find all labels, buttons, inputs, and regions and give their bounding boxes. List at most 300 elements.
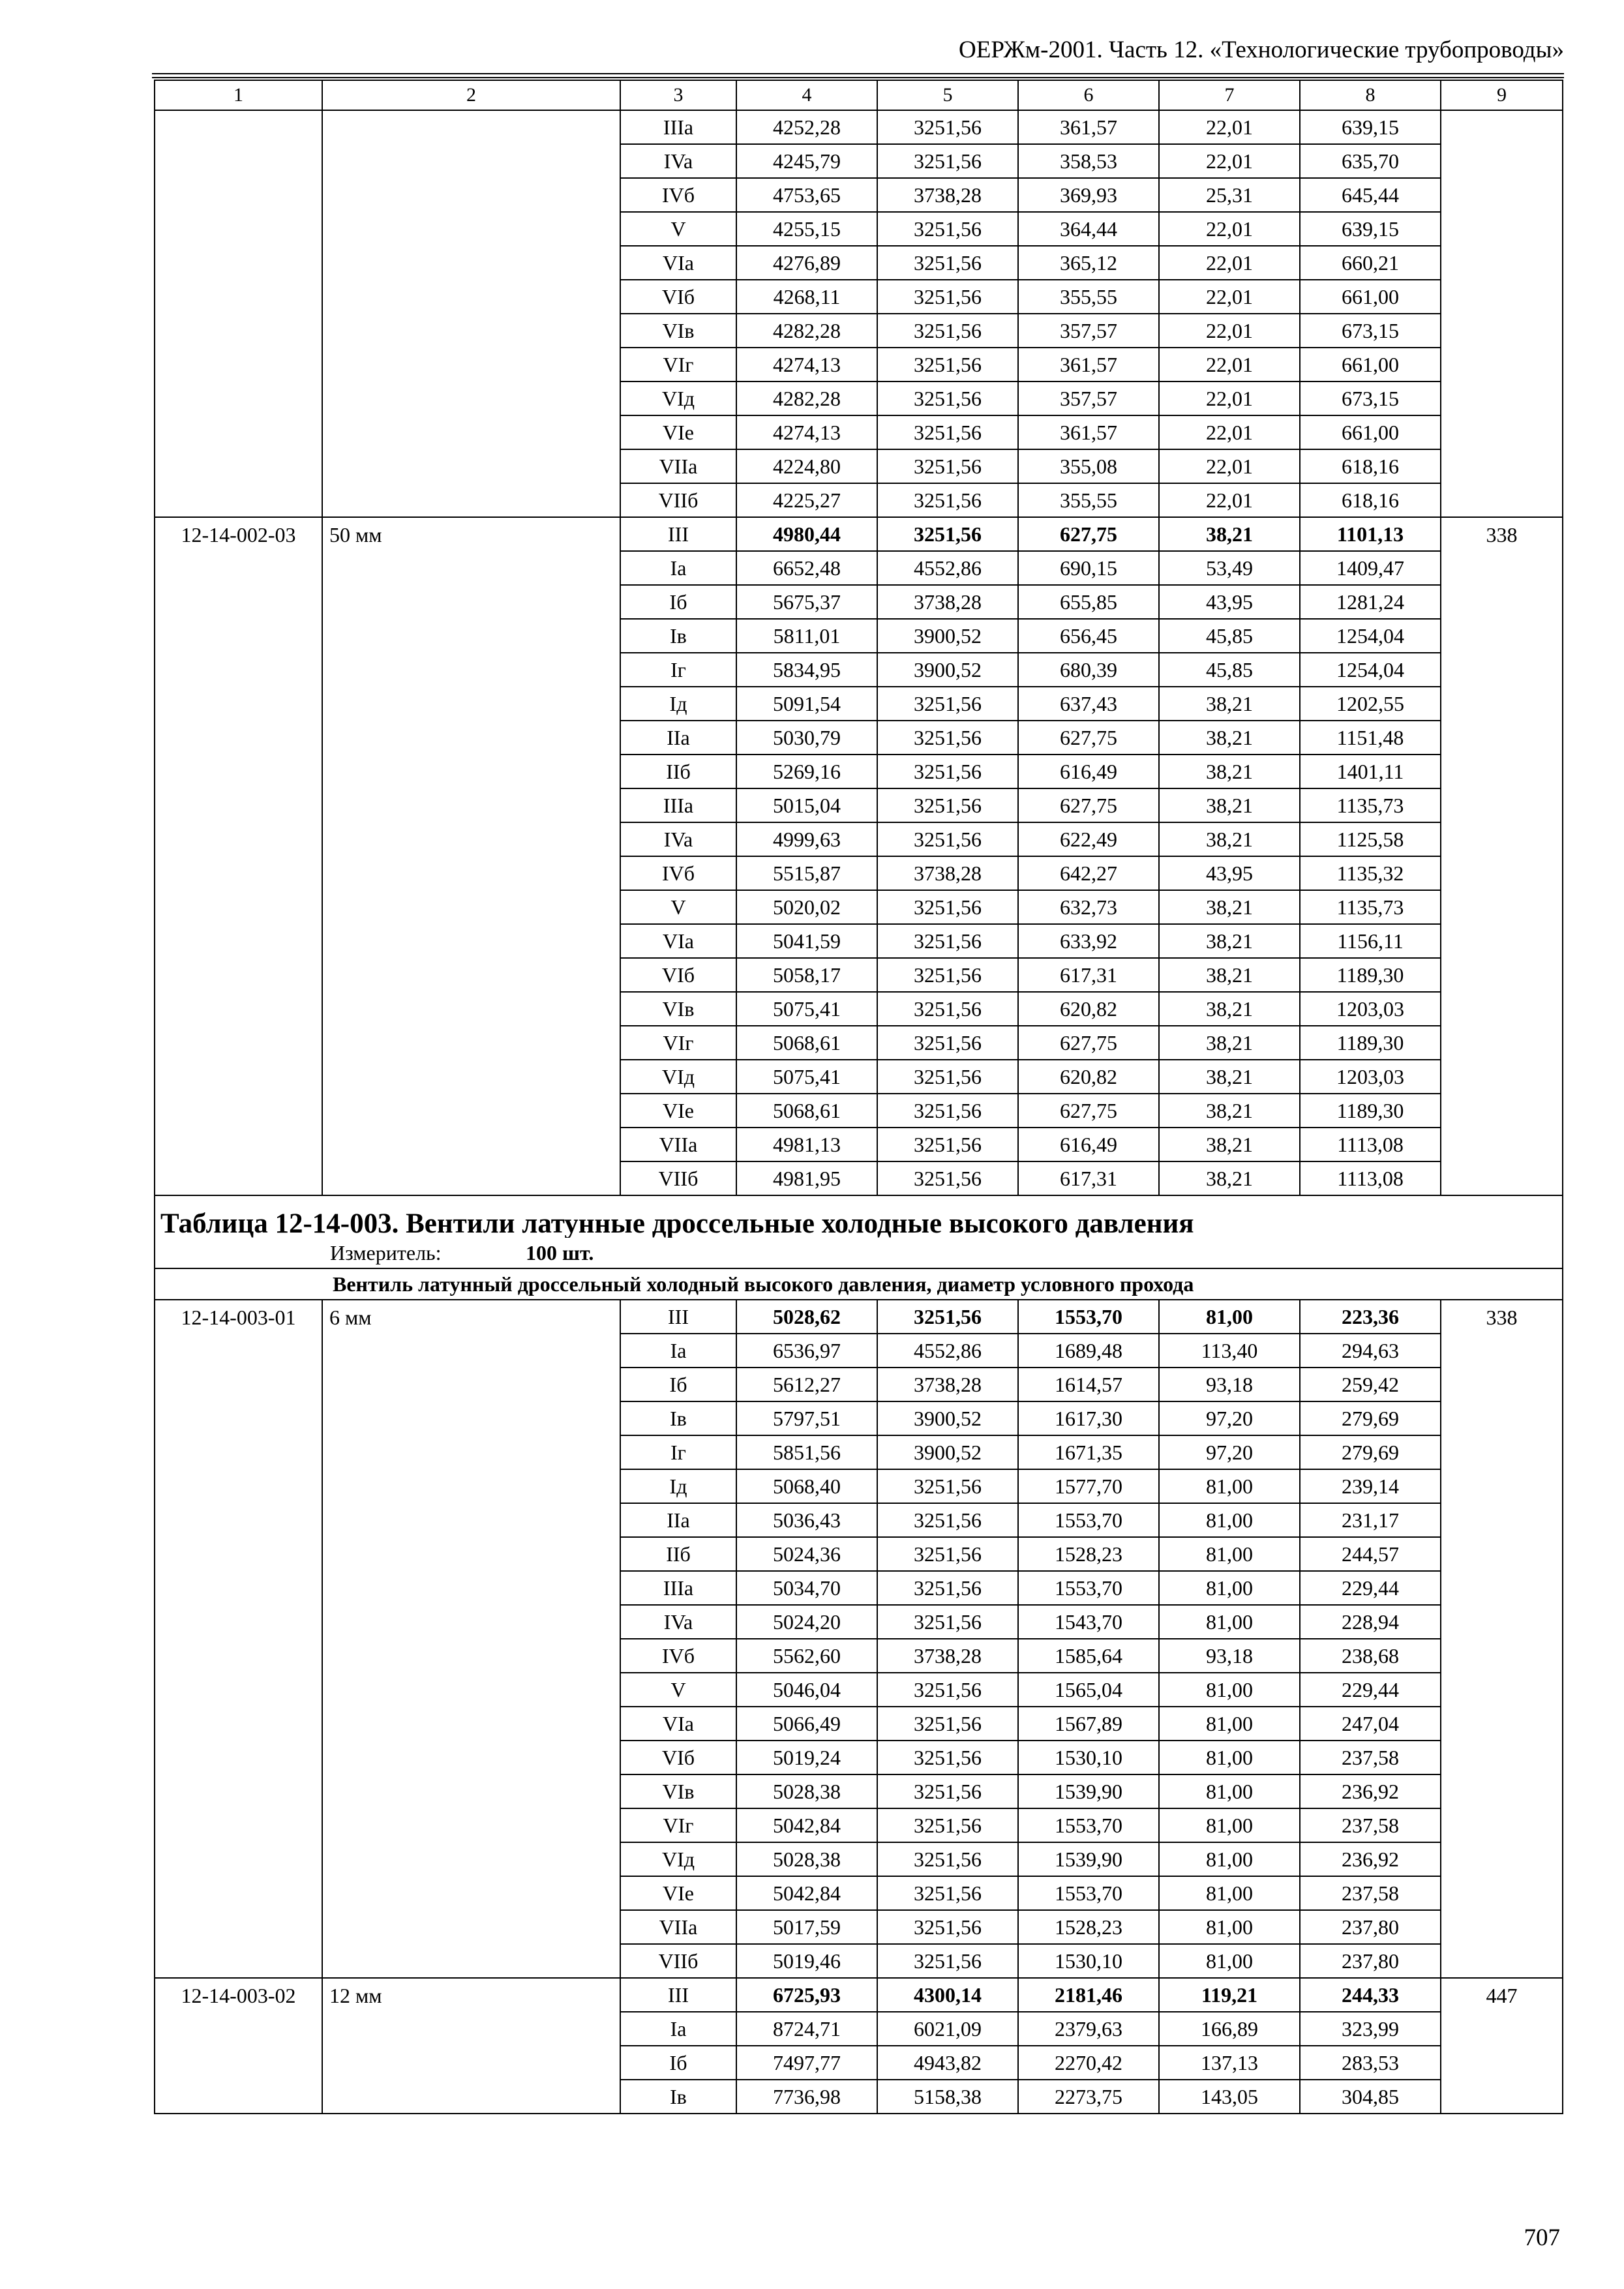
value-cell: 4943,82 <box>877 2046 1018 2080</box>
value-cell: 3251,56 <box>877 1944 1018 1978</box>
rate-code: 12-14-002-03 <box>155 517 322 1195</box>
column-number: 5 <box>877 80 1018 110</box>
value-cell: 223,36 <box>1300 1300 1441 1334</box>
value-cell: 236,92 <box>1300 1774 1441 1808</box>
value-cell: 1203,03 <box>1300 1060 1441 1094</box>
value-cell: 5675,37 <box>736 585 877 619</box>
value-cell: 3251,56 <box>877 1094 1018 1128</box>
value-cell: 22,01 <box>1159 483 1300 517</box>
value-cell: 81,00 <box>1159 1910 1300 1944</box>
col9-value: 338 <box>1441 1300 1563 1978</box>
value-cell: 237,58 <box>1300 1741 1441 1774</box>
value-cell: 4981,13 <box>736 1128 877 1161</box>
column-number: 4 <box>736 80 877 110</box>
value-cell: 1565,04 <box>1018 1673 1159 1707</box>
value-cell: 6652,48 <box>736 551 877 585</box>
value-cell: 5075,41 <box>736 1060 877 1094</box>
value-cell: 228,94 <box>1300 1605 1441 1639</box>
value-cell: 5036,43 <box>736 1503 877 1537</box>
value-cell: 1530,10 <box>1018 1944 1159 1978</box>
value-cell: 38,21 <box>1159 1161 1300 1195</box>
zone-cell: IIIa <box>620 1571 736 1605</box>
value-cell: 5834,95 <box>736 653 877 687</box>
value-cell: 365,12 <box>1018 246 1159 280</box>
value-cell: 3251,56 <box>877 314 1018 348</box>
value-cell: 3251,56 <box>877 1128 1018 1161</box>
value-cell: 4225,27 <box>736 483 877 517</box>
value-cell: 81,00 <box>1159 1537 1300 1571</box>
value-cell: 81,00 <box>1159 1300 1300 1334</box>
zone-cell: VIг <box>620 348 736 382</box>
value-cell: 81,00 <box>1159 1876 1300 1910</box>
value-cell: 1254,04 <box>1300 653 1441 687</box>
nominal-diameter: 50 мм <box>322 517 620 1195</box>
value-cell: 3251,56 <box>877 1026 1018 1060</box>
value-cell: 5851,56 <box>736 1435 877 1469</box>
value-cell: 616,49 <box>1018 755 1159 788</box>
column-number: 7 <box>1159 80 1300 110</box>
value-cell: 4274,13 <box>736 348 877 382</box>
value-cell: 3251,56 <box>877 348 1018 382</box>
value-cell: 5075,41 <box>736 992 877 1026</box>
zone-cell: VIIб <box>620 1944 736 1978</box>
value-cell: 5612,27 <box>736 1368 877 1401</box>
value-cell: 143,05 <box>1159 2080 1300 2114</box>
value-cell: 1553,70 <box>1018 1571 1159 1605</box>
value-cell: 1528,23 <box>1018 1537 1159 1571</box>
value-cell: 22,01 <box>1159 144 1300 178</box>
value-cell: 6725,93 <box>736 1978 877 2012</box>
value-cell: 3251,56 <box>877 382 1018 415</box>
value-cell: 5562,60 <box>736 1639 877 1673</box>
column-number: 8 <box>1300 80 1441 110</box>
value-cell: 3251,56 <box>877 755 1018 788</box>
value-cell: 1113,08 <box>1300 1161 1441 1195</box>
value-cell: 4981,95 <box>736 1161 877 1195</box>
value-cell: 635,70 <box>1300 144 1441 178</box>
value-cell: 45,85 <box>1159 619 1300 653</box>
value-cell: 5028,38 <box>736 1774 877 1808</box>
value-cell: 247,04 <box>1300 1707 1441 1741</box>
rate-code <box>155 110 322 517</box>
value-cell: 3738,28 <box>877 585 1018 619</box>
zone-cell: IVa <box>620 822 736 856</box>
value-cell: 7497,77 <box>736 2046 877 2080</box>
zone-cell: VIa <box>620 246 736 280</box>
zone-cell: VIe <box>620 415 736 449</box>
value-cell: 294,63 <box>1300 1334 1441 1368</box>
value-cell: 5019,46 <box>736 1944 877 1978</box>
value-cell: 4999,63 <box>736 822 877 856</box>
value-cell: 5030,79 <box>736 721 877 755</box>
value-cell: 361,57 <box>1018 348 1159 382</box>
value-cell: 1156,11 <box>1300 924 1441 958</box>
value-cell: 8724,71 <box>736 2012 877 2046</box>
value-cell: 3251,56 <box>877 1808 1018 1842</box>
value-cell: 1135,73 <box>1300 788 1441 822</box>
value-cell: 113,40 <box>1159 1334 1300 1368</box>
value-cell: 304,85 <box>1300 2080 1441 2114</box>
value-cell: 661,00 <box>1300 348 1441 382</box>
header-rule <box>152 77 1564 78</box>
column-number-row <box>155 80 1563 110</box>
value-cell: 1539,90 <box>1018 1842 1159 1876</box>
zone-cell: IIIa <box>620 110 736 144</box>
value-cell: 93,18 <box>1159 1639 1300 1673</box>
value-cell: 3251,56 <box>877 1842 1018 1876</box>
value-cell: 3900,52 <box>877 619 1018 653</box>
value-cell: 279,69 <box>1300 1435 1441 1469</box>
value-cell: 45,85 <box>1159 653 1300 687</box>
value-cell: 4980,44 <box>736 517 877 551</box>
value-cell: 1135,73 <box>1300 890 1441 924</box>
zone-cell: IVa <box>620 144 736 178</box>
value-cell: 5024,20 <box>736 1605 877 1639</box>
value-cell: 5797,51 <box>736 1401 877 1435</box>
value-cell: 620,82 <box>1018 992 1159 1026</box>
value-cell: 5024,36 <box>736 1537 877 1571</box>
value-cell: 369,93 <box>1018 178 1159 212</box>
zone-cell: VIe <box>620 1876 736 1910</box>
value-cell: 81,00 <box>1159 1571 1300 1605</box>
value-cell: 231,17 <box>1300 1503 1441 1537</box>
value-cell: 3251,56 <box>877 1503 1018 1537</box>
value-cell: 2270,42 <box>1018 2046 1159 2080</box>
value-cell: 3251,56 <box>877 110 1018 144</box>
value-cell: 1401,11 <box>1300 755 1441 788</box>
zone-cell: IIб <box>620 1537 736 1571</box>
value-cell: 627,75 <box>1018 517 1159 551</box>
value-cell: 38,21 <box>1159 721 1300 755</box>
value-cell: 3251,56 <box>877 788 1018 822</box>
section-title: Вентиль латунный дроссельный холодный высокого давления, диаметр условного прохода <box>155 1268 1563 1300</box>
value-cell: 81,00 <box>1159 1605 1300 1639</box>
value-cell: 1553,70 <box>1018 1300 1159 1334</box>
zone-cell: Iб <box>620 2046 736 2080</box>
value-cell: 4753,65 <box>736 178 877 212</box>
zone-cell: VIa <box>620 924 736 958</box>
value-cell: 627,75 <box>1018 788 1159 822</box>
value-cell: 3900,52 <box>877 1401 1018 1435</box>
value-cell: 3251,56 <box>877 924 1018 958</box>
value-cell: 1101,13 <box>1300 517 1441 551</box>
unit-cell <box>155 1238 1563 1268</box>
value-cell: 3251,56 <box>877 1910 1018 1944</box>
value-cell: 6536,97 <box>736 1334 877 1368</box>
value-cell: 1202,55 <box>1300 687 1441 721</box>
zone-cell: IIa <box>620 721 736 755</box>
value-cell: 361,57 <box>1018 110 1159 144</box>
value-cell: 622,49 <box>1018 822 1159 856</box>
value-cell: 5046,04 <box>736 1673 877 1707</box>
value-cell: 5041,59 <box>736 924 877 958</box>
value-cell: 22,01 <box>1159 382 1300 415</box>
table-row <box>155 1978 1563 2012</box>
value-cell: 690,15 <box>1018 551 1159 585</box>
nominal-diameter: 6 мм <box>322 1300 620 1978</box>
value-cell: 5028,38 <box>736 1842 877 1876</box>
zone-cell: VIг <box>620 1808 736 1842</box>
value-cell: 5515,87 <box>736 856 877 890</box>
zone-cell: IVa <box>620 1605 736 1639</box>
zone-cell: V <box>620 1673 736 1707</box>
value-cell: 38,21 <box>1159 755 1300 788</box>
zone-cell: VIIб <box>620 483 736 517</box>
value-cell: 1189,30 <box>1300 1094 1441 1128</box>
value-cell: 3251,56 <box>877 992 1018 1026</box>
zone-cell: VIв <box>620 314 736 348</box>
value-cell: 5269,16 <box>736 755 877 788</box>
value-cell: 5058,17 <box>736 958 877 992</box>
value-cell: 1577,70 <box>1018 1469 1159 1503</box>
unit-value: 100 шт. <box>526 1241 594 1264</box>
value-cell: 3251,56 <box>877 280 1018 314</box>
zone-cell: Iд <box>620 1469 736 1503</box>
value-cell: 627,75 <box>1018 1026 1159 1060</box>
value-cell: 3251,56 <box>877 1673 1018 1707</box>
column-number: 9 <box>1441 80 1563 110</box>
value-cell: 81,00 <box>1159 1944 1300 1978</box>
value-cell: 3251,56 <box>877 1537 1018 1571</box>
value-cell: 97,20 <box>1159 1401 1300 1435</box>
zone-cell: VIб <box>620 280 736 314</box>
value-cell: 639,15 <box>1300 110 1441 144</box>
value-cell: 5068,40 <box>736 1469 877 1503</box>
value-cell: 3251,56 <box>877 721 1018 755</box>
value-cell: 5811,01 <box>736 619 877 653</box>
value-cell: 1585,64 <box>1018 1639 1159 1673</box>
value-cell: 661,00 <box>1300 415 1441 449</box>
value-cell: 22,01 <box>1159 212 1300 246</box>
value-cell: 3251,56 <box>877 1774 1018 1808</box>
value-cell: 3251,56 <box>877 246 1018 280</box>
zone-cell: VIe <box>620 1094 736 1128</box>
value-cell: 1553,70 <box>1018 1503 1159 1537</box>
value-cell: 4274,13 <box>736 415 877 449</box>
column-number: 2 <box>322 80 620 110</box>
value-cell: 355,08 <box>1018 449 1159 483</box>
value-cell: 3251,56 <box>877 1605 1018 1639</box>
value-cell: 97,20 <box>1159 1435 1300 1469</box>
value-cell: 660,21 <box>1300 246 1441 280</box>
unit-row <box>155 1238 1563 1268</box>
value-cell: 22,01 <box>1159 348 1300 382</box>
value-cell: 3900,52 <box>877 1435 1018 1469</box>
value-cell: 661,00 <box>1300 280 1441 314</box>
value-cell: 656,45 <box>1018 619 1159 653</box>
value-cell: 5091,54 <box>736 687 877 721</box>
table-row <box>155 1300 1563 1334</box>
value-cell: 4224,80 <box>736 449 877 483</box>
unit-label: Измеритель: <box>330 1241 442 1264</box>
value-cell: 3900,52 <box>877 653 1018 687</box>
value-cell: 323,99 <box>1300 2012 1441 2046</box>
value-cell: 3251,56 <box>877 958 1018 992</box>
value-cell: 4268,11 <box>736 280 877 314</box>
zone-cell: VIг <box>620 1026 736 1060</box>
value-cell: 358,53 <box>1018 144 1159 178</box>
value-cell: 4552,86 <box>877 1334 1018 1368</box>
value-cell: 1409,47 <box>1300 551 1441 585</box>
col9-value: 447 <box>1441 1978 1563 2114</box>
value-cell: 1553,70 <box>1018 1876 1159 1910</box>
nominal-diameter <box>322 110 620 517</box>
value-cell: 361,57 <box>1018 415 1159 449</box>
table-row <box>155 110 1563 144</box>
value-cell: 3251,56 <box>877 822 1018 856</box>
value-cell: 237,80 <box>1300 1944 1441 1978</box>
zone-cell: Iд <box>620 687 736 721</box>
value-cell: 6021,09 <box>877 2012 1018 2046</box>
value-cell: 1689,48 <box>1018 1334 1159 1368</box>
value-cell: 5066,49 <box>736 1707 877 1741</box>
value-cell: 1113,08 <box>1300 1128 1441 1161</box>
value-cell: 81,00 <box>1159 1673 1300 1707</box>
value-cell: 4282,28 <box>736 382 877 415</box>
value-cell: 229,44 <box>1300 1673 1441 1707</box>
value-cell: 81,00 <box>1159 1503 1300 1537</box>
zone-cell: IVб <box>620 1639 736 1673</box>
value-cell: 3251,56 <box>877 687 1018 721</box>
value-cell: 364,44 <box>1018 212 1159 246</box>
zone-cell: III <box>620 1978 736 2012</box>
value-cell: 637,43 <box>1018 687 1159 721</box>
value-cell: 1254,04 <box>1300 619 1441 653</box>
column-number: 1 <box>155 80 322 110</box>
value-cell: 627,75 <box>1018 1094 1159 1128</box>
value-cell: 5017,59 <box>736 1910 877 1944</box>
value-cell: 38,21 <box>1159 924 1300 958</box>
value-cell: 2181,46 <box>1018 1978 1159 2012</box>
value-cell: 1528,23 <box>1018 1910 1159 1944</box>
zone-cell: Iб <box>620 1368 736 1401</box>
value-cell: 244,33 <box>1300 1978 1441 2012</box>
value-cell: 81,00 <box>1159 1808 1300 1842</box>
table-title-row <box>155 1195 1563 1238</box>
value-cell: 4252,28 <box>736 110 877 144</box>
value-cell: 81,00 <box>1159 1842 1300 1876</box>
value-cell: 618,16 <box>1300 483 1441 517</box>
value-cell: 5020,02 <box>736 890 877 924</box>
zone-cell: Ia <box>620 1334 736 1368</box>
value-cell: 1614,57 <box>1018 1368 1159 1401</box>
value-cell: 5068,61 <box>736 1094 877 1128</box>
zone-cell: VIб <box>620 1741 736 1774</box>
value-cell: 627,75 <box>1018 721 1159 755</box>
zone-cell: IIIa <box>620 788 736 822</box>
zone-cell: Iб <box>620 585 736 619</box>
value-cell: 3251,56 <box>877 1707 1018 1741</box>
value-cell: 119,21 <box>1159 1978 1300 2012</box>
value-cell: 38,21 <box>1159 822 1300 856</box>
value-cell: 1189,30 <box>1300 958 1441 992</box>
value-cell: 7736,98 <box>736 2080 877 2114</box>
zone-cell: Iв <box>620 1401 736 1435</box>
zone-cell: VIд <box>620 1060 736 1094</box>
value-cell: 137,13 <box>1159 2046 1300 2080</box>
page-number: 707 <box>1524 2224 1560 2251</box>
header-rule <box>152 73 1564 74</box>
value-cell: 1543,70 <box>1018 1605 1159 1639</box>
value-cell: 5042,84 <box>736 1808 877 1842</box>
value-cell: 5042,84 <box>736 1876 877 1910</box>
value-cell: 238,68 <box>1300 1639 1441 1673</box>
rates-table <box>154 80 1563 2114</box>
value-cell: 5019,24 <box>736 1741 877 1774</box>
value-cell: 38,21 <box>1159 1026 1300 1060</box>
value-cell: 4552,86 <box>877 551 1018 585</box>
value-cell: 616,49 <box>1018 1128 1159 1161</box>
value-cell: 229,44 <box>1300 1571 1441 1605</box>
value-cell: 1135,32 <box>1300 856 1441 890</box>
value-cell: 1567,89 <box>1018 1707 1159 1741</box>
zone-cell: VIIa <box>620 1128 736 1161</box>
value-cell: 3251,56 <box>877 144 1018 178</box>
value-cell: 3251,56 <box>877 1741 1018 1774</box>
rate-code: 12-14-003-01 <box>155 1300 322 1978</box>
value-cell: 38,21 <box>1159 1060 1300 1094</box>
value-cell: 1189,30 <box>1300 1026 1441 1060</box>
zone-cell: VIв <box>620 1774 736 1808</box>
value-cell: 237,80 <box>1300 1910 1441 1944</box>
value-cell: 355,55 <box>1018 280 1159 314</box>
value-cell: 22,01 <box>1159 449 1300 483</box>
col9-value: 338 <box>1441 517 1563 1195</box>
value-cell: 5034,70 <box>736 1571 877 1605</box>
value-cell: 5028,62 <box>736 1300 877 1334</box>
section-title-row <box>155 1268 1563 1300</box>
rate-code: 12-14-003-02 <box>155 1978 322 2114</box>
value-cell: 1203,03 <box>1300 992 1441 1026</box>
value-cell: 3251,56 <box>877 415 1018 449</box>
value-cell: 3738,28 <box>877 1368 1018 1401</box>
value-cell: 617,31 <box>1018 958 1159 992</box>
zone-cell: IVб <box>620 856 736 890</box>
value-cell: 618,16 <box>1300 449 1441 483</box>
table-title: Таблица 12-14-003. Вентили латунные дроссельные холодные высокого давления <box>155 1195 1563 1238</box>
table-row <box>155 517 1563 551</box>
value-cell: 43,95 <box>1159 585 1300 619</box>
value-cell: 22,01 <box>1159 415 1300 449</box>
value-cell: 38,21 <box>1159 1128 1300 1161</box>
value-cell: 38,21 <box>1159 890 1300 924</box>
column-number: 6 <box>1018 80 1159 110</box>
value-cell: 5158,38 <box>877 2080 1018 2114</box>
zone-cell: Ia <box>620 2012 736 2046</box>
value-cell: 3738,28 <box>877 1639 1018 1673</box>
zone-cell: Iв <box>620 619 736 653</box>
value-cell: 4300,14 <box>877 1978 1018 2012</box>
zone-cell: VIд <box>620 1842 736 1876</box>
value-cell: 645,44 <box>1300 178 1441 212</box>
value-cell: 5015,04 <box>736 788 877 822</box>
value-cell: 3738,28 <box>877 856 1018 890</box>
value-cell: 3251,56 <box>877 1300 1018 1334</box>
value-cell: 3738,28 <box>877 178 1018 212</box>
zone-cell: VIб <box>620 958 736 992</box>
zone-cell: Iв <box>620 2080 736 2114</box>
column-number: 3 <box>620 80 736 110</box>
value-cell: 38,21 <box>1159 992 1300 1026</box>
value-cell: 1617,30 <box>1018 1401 1159 1435</box>
zone-cell: VIIб <box>620 1161 736 1195</box>
value-cell: 3251,56 <box>877 1060 1018 1094</box>
value-cell: 81,00 <box>1159 1469 1300 1503</box>
value-cell: 259,42 <box>1300 1368 1441 1401</box>
value-cell: 655,85 <box>1018 585 1159 619</box>
value-cell: 1671,35 <box>1018 1435 1159 1469</box>
value-cell: 236,92 <box>1300 1842 1441 1876</box>
